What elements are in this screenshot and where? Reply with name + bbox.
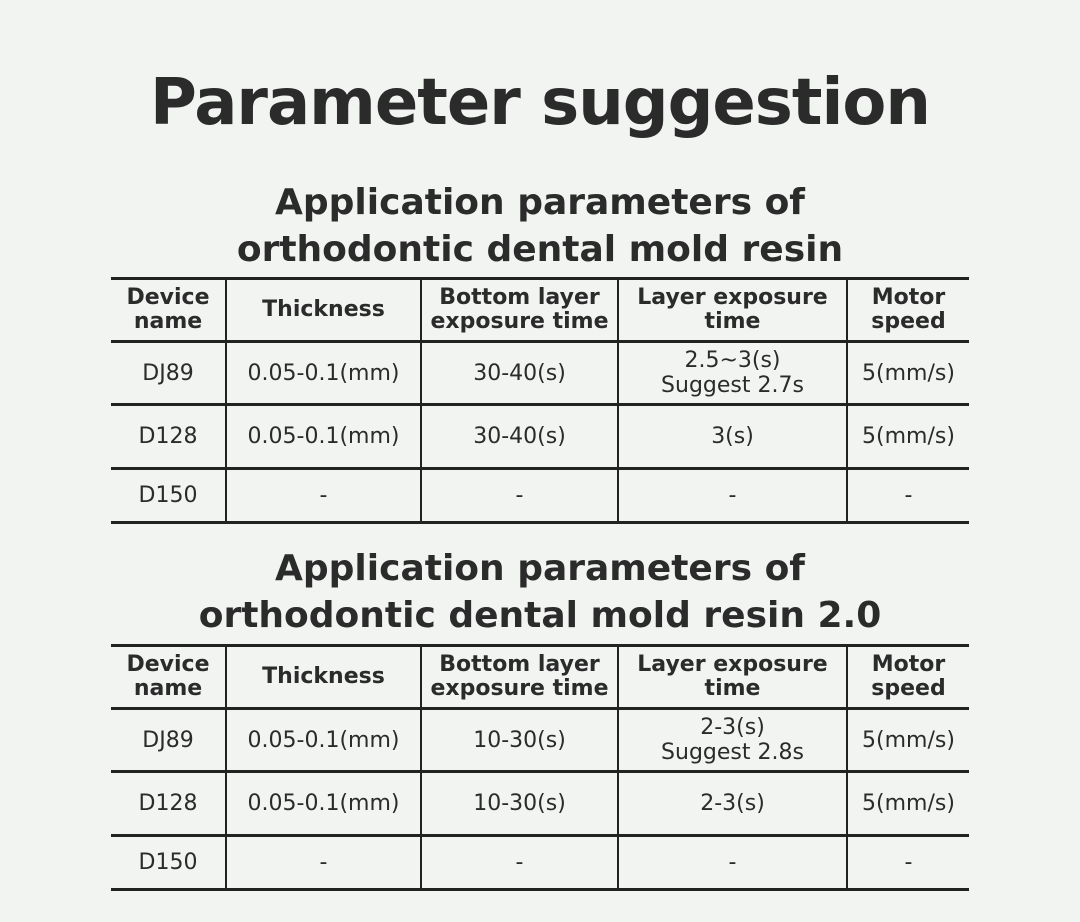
cell-motor-speed: 5(mm/s) — [847, 405, 969, 469]
header-text: Layer exposure — [637, 652, 828, 677]
header-text: Layer exposure — [637, 285, 828, 310]
table-row — [111, 709, 969, 772]
cell-motor-speed: - — [847, 836, 969, 890]
cell-line: 2-3(s) — [700, 791, 765, 816]
cell-thickness: 0.05-0.1(mm) — [226, 709, 421, 772]
cell-line: 2-3(s) — [700, 715, 765, 740]
cell-motor-speed: 5(mm/s) — [847, 709, 969, 772]
cell-layer-exposure — [618, 772, 847, 836]
cell-bottom-exposure: 10-30(s) — [421, 709, 618, 772]
header-text: Bottom layer — [439, 652, 600, 677]
header-thickness — [226, 279, 421, 342]
header-device-name — [111, 279, 226, 342]
header-bottom-exposure — [421, 646, 618, 709]
header-text: time — [704, 309, 761, 334]
header-text: name — [133, 309, 203, 334]
cell-thickness: - — [226, 469, 421, 523]
cell-bottom-exposure: 30-40(s) — [421, 405, 618, 469]
header-text: exposure time — [430, 309, 609, 334]
table-1-title-line-1: Application parameters of — [275, 182, 805, 223]
header-text: Thickness — [262, 297, 385, 322]
cell-thickness: 0.05-0.1(mm) — [226, 772, 421, 836]
header-text: Motor — [871, 652, 946, 677]
header-text: name — [133, 676, 203, 701]
header-motor-speed — [847, 646, 969, 709]
table-row — [111, 836, 969, 890]
header-motor-speed — [847, 279, 969, 342]
cell-layer-exposure — [618, 836, 847, 890]
cell-motor-speed: 5(mm/s) — [847, 772, 969, 836]
table-1-title-line-2: orthodontic dental mold resin — [236, 229, 844, 270]
cell-thickness: - — [226, 836, 421, 890]
table-header-row — [111, 646, 969, 709]
header-text: exposure time — [430, 676, 609, 701]
header-text: Bottom layer — [439, 285, 600, 310]
header-thickness — [226, 646, 421, 709]
table-row — [111, 772, 969, 836]
table-2-title-line-1: Application parameters of — [275, 548, 805, 589]
table-row — [111, 405, 969, 469]
cell-device: D128 — [111, 772, 226, 836]
cell-bottom-exposure: 10-30(s) — [421, 772, 618, 836]
cell-device: D150 — [138, 483, 198, 508]
header-device-name — [111, 646, 226, 709]
header-text: speed — [871, 676, 946, 701]
header-text: Device — [126, 285, 210, 310]
page-title: Parameter suggestion — [150, 66, 930, 140]
cell-bottom-exposure: - — [421, 836, 618, 890]
cell-line: 3(s) — [711, 424, 754, 449]
cell-motor-speed: - — [847, 469, 969, 523]
table-2-title-line-2: orthodontic dental mold resin 2.0 — [198, 595, 882, 636]
header-text: Motor — [871, 285, 946, 310]
header-text: Device — [126, 652, 210, 677]
cell-device: DJ89 — [111, 342, 226, 405]
cell-line: 2.5~3(s) — [684, 348, 781, 373]
parameter-table-1 — [111, 277, 969, 524]
cell-bottom-exposure: - — [421, 469, 618, 523]
cell-layer-exposure — [618, 342, 847, 405]
table-1-title — [0, 179, 1080, 273]
header-text: time — [704, 676, 761, 701]
header-layer-exposure — [618, 646, 847, 709]
header-bottom-exposure — [421, 279, 618, 342]
cell-layer-exposure — [618, 709, 847, 772]
table-row — [111, 342, 969, 405]
cell-device: D150 — [138, 850, 198, 875]
cell-bottom-exposure: 30-40(s) — [421, 342, 618, 405]
cell-line: - — [728, 483, 737, 508]
cell-motor-speed: 5(mm/s) — [847, 342, 969, 405]
cell-device: DJ89 — [111, 709, 226, 772]
header-text: speed — [871, 309, 946, 334]
cell-device: D128 — [111, 405, 226, 469]
header-text: Thickness — [262, 664, 385, 689]
table-row — [111, 469, 969, 523]
parameter-table-2 — [111, 644, 969, 891]
cell-layer-exposure — [618, 469, 847, 523]
cell-thickness: 0.05-0.1(mm) — [226, 405, 421, 469]
header-layer-exposure — [618, 279, 847, 342]
table-2-title — [0, 545, 1080, 639]
cell-line: Suggest 2.8s — [661, 740, 804, 765]
table-header-row — [111, 279, 969, 342]
cell-thickness: 0.05-0.1(mm) — [226, 342, 421, 405]
cell-layer-exposure — [618, 405, 847, 469]
cell-line: Suggest 2.7s — [661, 373, 804, 398]
cell-line: - — [728, 850, 737, 875]
